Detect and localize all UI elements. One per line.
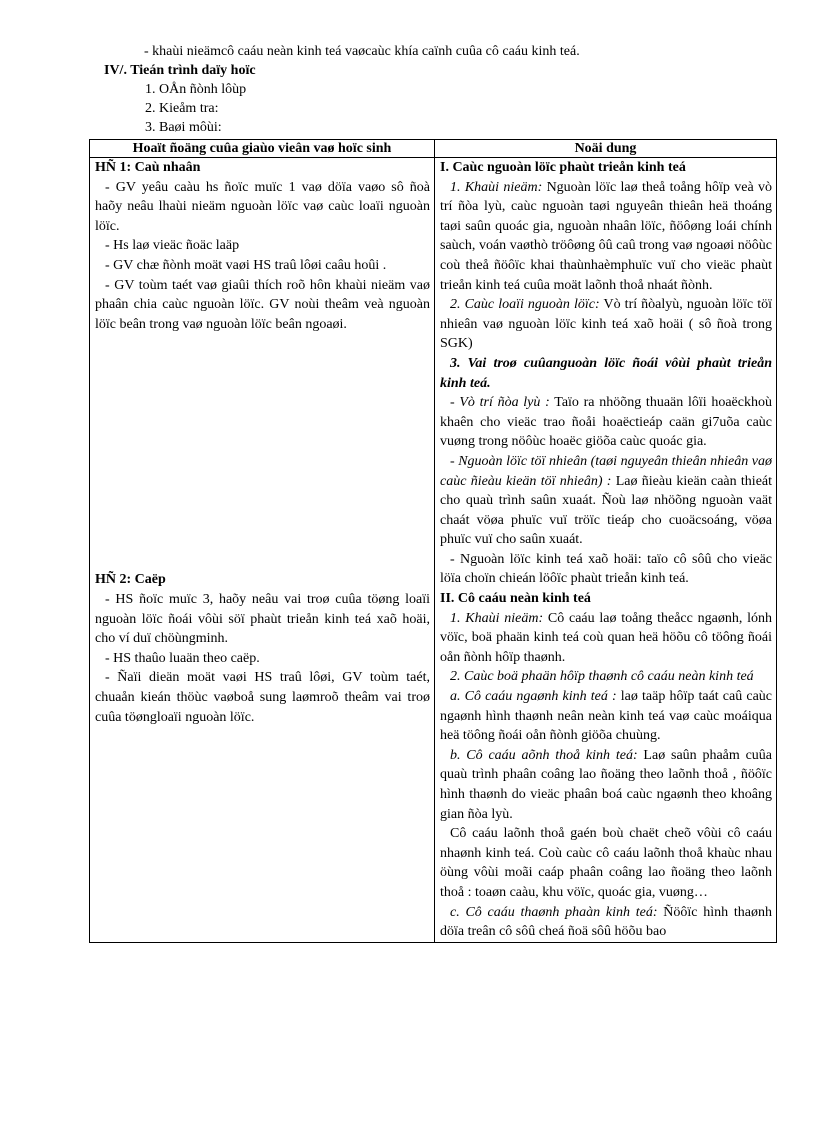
content-paragraph: - Vò trí ñòa lyù : Taïo ra nhöõng thuaän lôïi hoaëckhoù khaên cho vieäc trao ñoåi hoaëctieáp caän gi7uõa caùc vuøng trong nöôùc hoaëc giöõa caùc quoác gia.: [440, 395, 772, 450]
table-body-row: [90, 158, 777, 943]
activities-cell: [90, 158, 435, 943]
content-subheading: 2. Caùc boä phaän hôïp thaønh cô caáu neàn kinh teá: [450, 669, 754, 685]
table-header-row: [90, 140, 777, 158]
content-paragraph: 1. Khaùi nieäm: Cô caáu laø toång theåcc ngaønh, lónh vöïc, boä phaän kinh teá coù quan heä höõu cô töông ñoái oån ñònh hôïp thaønh.: [440, 610, 772, 665]
content-subheading: 3. Vai troø cuûanguoàn löïc ñoái vôùi phaùt trieån kinh teá.: [440, 355, 772, 391]
activity-1-step: - GV chæ ñònh moät vaøi HS traû lôøi caâu hoûi .: [105, 257, 387, 273]
content-paragraph: - Nguoàn löïc töï nhieân (taøi nguyeân thieân nhieân vaø caùc ñieàu kieän töï nhieân) : Laø ñieàu kieän caàn thieát cho quaù trình saûn xuaát. Ñoù laø nhöõng nguoàn vaät chaát vöøa phuïc vuï tröïc tieáp cho cuoäcsoáng, vöøa phuïc vuï cho saûn xuaát.: [440, 453, 773, 548]
content-paragraph: 2. Caùc loaïi nguoàn löïc: Vò trí ñòalyù, nguoàn löïc töï nhieân vaø nguoàn löïc kinh teá xaõ hoäi ( sô ñoà trong SGK): [440, 297, 772, 352]
spacer: [95, 334, 430, 570]
lesson-table: [89, 139, 777, 943]
activity-1-step: - Hs laø vieäc ñoäc laäp: [105, 238, 240, 254]
section-heading: IV/. Tieán trình daïy hoïc: [104, 63, 256, 78]
activity-1-step: - GV yeâu caàu hs ñoïc muïc 1 vaø döïa vaøo sô ñoà haõy neâu lhaùi nieäm nguoàn löïc vaø caùc loaïi nguoàn löïc.: [95, 179, 430, 234]
activity-2-step: - HS ñoïc muïc 3, haõy neâu vai troø cuûa töøng loaïi nguoàn löïc ñoái vôùi söï phaùt trieån kinh teá xaõ hoäi, cho ví duï chöùngminh.: [95, 591, 430, 647]
content-paragraph: 1. Khaùi nieäm: Nguoàn löïc laø theå toång hôïp veà vò trí ñòa lyù, caùc nguoàn taøi nguyeân thieân heä thoáng taøi saûn quoác gia, nguoàn nhaân löïc, ñöôøng loái chính saùch, voán vaøthò tröôøng ôû caû trong vaø ngoaøi nöôùc coù theå ñöôïc khai thaùnhaèmphuïc vuï cho vieäc phaùt trieån kinh teá cuûa moät laõnh thoå nhaát ñònh.: [440, 179, 772, 293]
activity-2-title: HÑ 2: Caëp: [95, 572, 166, 588]
content-paragraph: Cô caáu laõnh thoå gaén boù chaët cheõ vôùi cô caáu nhaønh kinh teá. Coù caùc cô caáu laõnh thoå khaùc nhau öùng vôùi moãi caáp phaân coâng lao ñoäng theo laõnh thoå : toaøn caàu, khu vöïc, quoác gia, vuøng…: [440, 826, 772, 900]
header-content: Noäi dung: [435, 140, 777, 158]
section-2-title: II. Cô caáu neàn kinh teá: [440, 591, 591, 607]
header-activities: Hoaït ñoäng cuûa giaùo vieân vaø hoïc sinh: [90, 140, 435, 158]
content-paragraph: b. Cô caáu aõnh thoå kinh teá: Laø saûn phaåm cuûa quaù trình phaân coâng lao ñoäng theo laõnh thoå , ñöôïc hình thaønh do vieäc phaân boá caùc ngaønh theo khoâng gian ñòa lyù.: [440, 747, 772, 822]
activity-2-step: - Ñaïi dieän moät vaøi HS traû lôøi, GV toùm taét, chuaån kieán thöùc vaøboå sung laømroõ theâm vai troø cuûa töøngloaïi nguoàn löïc.: [95, 670, 430, 725]
content-cell: [435, 158, 777, 943]
objective-line: - khaùi nieämcô caáu neàn kinh teá vaøcaùc khía caïnh cuûa cô caáu kinh teá.: [144, 44, 580, 59]
content-paragraph: - Nguoàn löïc kinh teá xaõ hoäi: taïo cô sôû cho vieäc löïa choïn chieán löôïc phaùt trieån kinh teá.: [440, 551, 772, 587]
section-1-title: I. Caùc nguoàn löïc phaùt trieån kinh teá: [440, 160, 686, 175]
step-3: 3. Baøi môùi:: [145, 120, 222, 135]
activity-1-title: HÑ 1: Caù nhaân: [95, 160, 201, 175]
content-paragraph: c. Cô caáu thaønh phaàn kinh teá: Ñöôïc hình thaønh döïa treân cô sôû cheá ñoä sôû höõu bao: [440, 904, 772, 940]
activity-1-step: - GV toùm taét vaø giaûi thích roõ hôn khaùi nieäm vaø phaân chia caùc nguoàn löïc. GV noùi theâm veà nguoàn löïc beân trong vaø nguoàn löïc beân ngoaøi.: [95, 277, 430, 332]
content-paragraph: a. Cô caáu ngaønh kinh teá : laø taäp hôïp taát caû caùc ngaønh hình thaønh neân neàn kinh teá vaø caùc moáiqua heä töông ñoái oån ñònh giöõa chuùng.: [440, 689, 773, 744]
activity-2-step: - HS thaûo luaän theo caëp.: [105, 650, 260, 666]
step-2: 2. Kieåm tra:: [145, 101, 219, 116]
step-1: 1. OÅn ñònh lôùp: [145, 82, 247, 97]
